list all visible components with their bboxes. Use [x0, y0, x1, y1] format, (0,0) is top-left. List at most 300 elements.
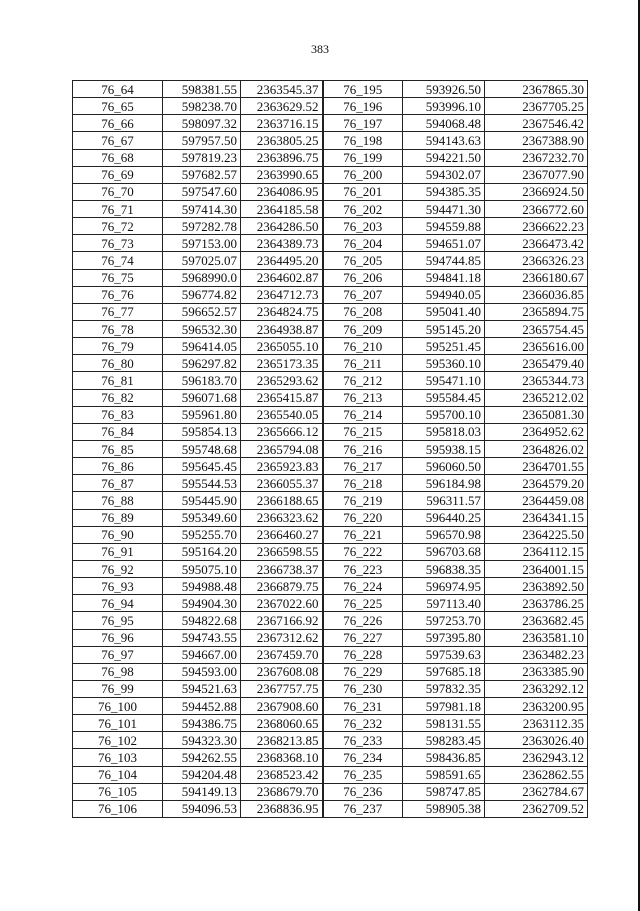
point-id-left: 76_91: [73, 543, 163, 560]
y-coord-left: 2367608.08: [241, 663, 323, 680]
y-coord-left: 2364824.75: [241, 303, 323, 320]
point-id-right: 76_199: [323, 149, 403, 166]
y-coord-left: 2363896.75: [241, 149, 323, 166]
x-coord-right: 597981.18: [403, 698, 485, 715]
point-id-left: 76_68: [73, 149, 163, 166]
point-id-left: 76_78: [73, 320, 163, 337]
table-row: [73, 183, 588, 200]
x-coord-right: 595818.03: [403, 423, 485, 440]
table-row: [73, 423, 588, 440]
point-id-right: 76_195: [323, 81, 403, 98]
y-coord-left: 2365540.05: [241, 406, 323, 423]
y-coord-left: 2365666.12: [241, 423, 323, 440]
x-coord-left: 597282.78: [163, 218, 241, 235]
table-row: [73, 543, 588, 560]
point-id-right: 76_234: [323, 749, 403, 766]
table-body: [73, 81, 588, 818]
point-id-left: 76_80: [73, 355, 163, 372]
x-coord-right: 597253.70: [403, 612, 485, 629]
y-coord-left: 2365293.62: [241, 372, 323, 389]
point-id-right: 76_219: [323, 492, 403, 509]
point-id-right: 76_229: [323, 663, 403, 680]
y-coord-right: 2363385.90: [485, 663, 588, 680]
point-id-right: 76_209: [323, 320, 403, 337]
x-coord-right: 594651.07: [403, 235, 485, 252]
x-coord-right: 594221.50: [403, 149, 485, 166]
point-id-right: 76_227: [323, 629, 403, 646]
table-row: [73, 560, 588, 577]
x-coord-right: 596184.98: [403, 475, 485, 492]
y-coord-right: 2367865.30: [485, 81, 588, 98]
x-coord-left: 595544.53: [163, 475, 241, 492]
x-coord-right: 596974.95: [403, 578, 485, 595]
point-id-right: 76_206: [323, 269, 403, 286]
y-coord-left: 2366188.65: [241, 492, 323, 509]
point-id-right: 76_226: [323, 612, 403, 629]
point-id-right: 76_198: [323, 132, 403, 149]
table-row: [73, 509, 588, 526]
y-coord-left: 2364712.73: [241, 286, 323, 303]
table-row: [73, 680, 588, 697]
x-coord-right: 595471.10: [403, 372, 485, 389]
table-row: [73, 629, 588, 646]
y-coord-right: 2363112.35: [485, 715, 588, 732]
x-coord-right: 593926.50: [403, 81, 485, 98]
point-id-left: 76_94: [73, 595, 163, 612]
table-row: [73, 98, 588, 115]
point-id-right: 76_236: [323, 783, 403, 800]
x-coord-right: 595700.10: [403, 406, 485, 423]
table-row: [73, 526, 588, 543]
x-coord-right: 595584.45: [403, 389, 485, 406]
y-coord-left: 2367022.60: [241, 595, 323, 612]
x-coord-right: 593996.10: [403, 98, 485, 115]
point-id-left: 76_95: [73, 612, 163, 629]
point-id-left: 76_89: [73, 509, 163, 526]
table-row: [73, 389, 588, 406]
point-id-right: 76_204: [323, 235, 403, 252]
table-row: [73, 355, 588, 372]
y-coord-left: 2368368.10: [241, 749, 323, 766]
y-coord-right: 2367546.42: [485, 115, 588, 132]
y-coord-right: 2363026.40: [485, 732, 588, 749]
x-coord-right: 594471.30: [403, 200, 485, 217]
y-coord-right: 2363482.23: [485, 646, 588, 663]
y-coord-right: 2366622.23: [485, 218, 588, 235]
y-coord-right: 2366180.67: [485, 269, 588, 286]
point-id-left: 76_90: [73, 526, 163, 543]
table-row: [73, 132, 588, 149]
x-coord-right: 594143.63: [403, 132, 485, 149]
y-coord-right: 2365894.75: [485, 303, 588, 320]
x-coord-left: 594988.48: [163, 578, 241, 595]
y-coord-left: 2366879.75: [241, 578, 323, 595]
x-coord-left: 594667.00: [163, 646, 241, 663]
table-row: [73, 749, 588, 766]
point-id-right: 76_232: [323, 715, 403, 732]
point-id-left: 76_66: [73, 115, 163, 132]
x-coord-left: 596652.57: [163, 303, 241, 320]
y-coord-right: 2365616.00: [485, 338, 588, 355]
table-row: [73, 715, 588, 732]
table-row: [73, 252, 588, 269]
y-coord-left: 2364389.73: [241, 235, 323, 252]
x-coord-right: 594302.07: [403, 166, 485, 183]
x-coord-right: 595938.15: [403, 440, 485, 457]
y-coord-left: 2363805.25: [241, 132, 323, 149]
x-coord-left: 596183.70: [163, 372, 241, 389]
point-id-left: 76_87: [73, 475, 163, 492]
x-coord-right: 594940.05: [403, 286, 485, 303]
x-coord-left: 596532.30: [163, 320, 241, 337]
point-id-right: 76_216: [323, 440, 403, 457]
x-coord-left: 594386.75: [163, 715, 241, 732]
point-id-left: 76_93: [73, 578, 163, 595]
x-coord-right: 598436.85: [403, 749, 485, 766]
table-row: [73, 303, 588, 320]
y-coord-right: 2364341.15: [485, 509, 588, 526]
y-coord-right: 2362862.55: [485, 766, 588, 783]
y-coord-left: 2365794.08: [241, 440, 323, 457]
point-id-right: 76_224: [323, 578, 403, 595]
x-coord-right: 597832.35: [403, 680, 485, 697]
point-id-right: 76_197: [323, 115, 403, 132]
point-id-right: 76_237: [323, 800, 403, 817]
point-id-right: 76_225: [323, 595, 403, 612]
point-id-left: 76_82: [73, 389, 163, 406]
y-coord-right: 2364826.02: [485, 440, 588, 457]
point-id-left: 76_106: [73, 800, 163, 817]
x-coord-left: 595349.60: [163, 509, 241, 526]
y-coord-right: 2365479.40: [485, 355, 588, 372]
x-coord-left: 595255.70: [163, 526, 241, 543]
y-coord-right: 2364112.15: [485, 543, 588, 560]
x-coord-left: 597414.30: [163, 200, 241, 217]
y-coord-left: 2364286.50: [241, 218, 323, 235]
point-id-right: 76_215: [323, 423, 403, 440]
point-id-left: 76_77: [73, 303, 163, 320]
table-row: [73, 218, 588, 235]
point-id-right: 76_203: [323, 218, 403, 235]
point-id-left: 76_75: [73, 269, 163, 286]
point-id-right: 76_211: [323, 355, 403, 372]
y-coord-left: 2365923.83: [241, 458, 323, 475]
x-coord-left: 597819.23: [163, 149, 241, 166]
y-coord-right: 2362943.12: [485, 749, 588, 766]
point-id-right: 76_228: [323, 646, 403, 663]
table-row: [73, 406, 588, 423]
point-id-left: 76_65: [73, 98, 163, 115]
x-coord-right: 596311.57: [403, 492, 485, 509]
point-id-right: 76_233: [323, 732, 403, 749]
point-id-left: 76_103: [73, 749, 163, 766]
y-coord-left: 2368060.65: [241, 715, 323, 732]
x-coord-left: 597682.57: [163, 166, 241, 183]
table-row: [73, 81, 588, 98]
y-coord-left: 2366460.27: [241, 526, 323, 543]
point-id-left: 76_96: [73, 629, 163, 646]
y-coord-right: 2364579.20: [485, 475, 588, 492]
table-row: [73, 663, 588, 680]
point-id-left: 76_71: [73, 200, 163, 217]
x-coord-left: 598238.70: [163, 98, 241, 115]
y-coord-right: 2366772.60: [485, 200, 588, 217]
table-row: [73, 612, 588, 629]
x-coord-right: 598747.85: [403, 783, 485, 800]
point-id-right: 76_210: [323, 338, 403, 355]
point-id-right: 76_221: [323, 526, 403, 543]
x-coord-left: 594452.88: [163, 698, 241, 715]
y-coord-left: 2368679.70: [241, 783, 323, 800]
x-coord-right: 594068.48: [403, 115, 485, 132]
y-coord-right: 2366036.85: [485, 286, 588, 303]
x-coord-left: 596297.82: [163, 355, 241, 372]
y-coord-right: 2364225.50: [485, 526, 588, 543]
point-id-left: 76_76: [73, 286, 163, 303]
x-coord-right: 596060.50: [403, 458, 485, 475]
point-id-right: 76_220: [323, 509, 403, 526]
point-id-right: 76_207: [323, 286, 403, 303]
y-coord-right: 2367232.70: [485, 149, 588, 166]
point-id-right: 76_235: [323, 766, 403, 783]
point-id-left: 76_99: [73, 680, 163, 697]
table-row: [73, 698, 588, 715]
y-coord-right: 2363292.12: [485, 680, 588, 697]
table-row: [73, 440, 588, 457]
point-id-left: 76_69: [73, 166, 163, 183]
y-coord-left: 2364086.95: [241, 183, 323, 200]
y-coord-right: 2363892.50: [485, 578, 588, 595]
y-coord-left: 2364495.20: [241, 252, 323, 269]
x-coord-right: 594744.85: [403, 252, 485, 269]
point-id-right: 76_218: [323, 475, 403, 492]
y-coord-right: 2363200.95: [485, 698, 588, 715]
point-id-right: 76_212: [323, 372, 403, 389]
table-row: [73, 320, 588, 337]
x-coord-right: 598283.45: [403, 732, 485, 749]
x-coord-left: 595748.68: [163, 440, 241, 457]
table-row: [73, 286, 588, 303]
y-coord-right: 2366326.23: [485, 252, 588, 269]
table-row: [73, 372, 588, 389]
coordinates-table: [72, 80, 588, 818]
y-coord-right: 2364952.62: [485, 423, 588, 440]
y-coord-right: 2363682.45: [485, 612, 588, 629]
x-coord-right: 595041.40: [403, 303, 485, 320]
x-coord-right: 594559.88: [403, 218, 485, 235]
y-coord-right: 2366924.50: [485, 183, 588, 200]
point-id-right: 76_230: [323, 680, 403, 697]
table-row: [73, 800, 588, 817]
point-id-left: 76_105: [73, 783, 163, 800]
y-coord-left: 2367312.62: [241, 629, 323, 646]
y-coord-left: 2364938.87: [241, 320, 323, 337]
point-id-left: 76_84: [73, 423, 163, 440]
table-row: [73, 766, 588, 783]
point-id-left: 76_97: [73, 646, 163, 663]
point-id-left: 76_92: [73, 560, 163, 577]
x-coord-right: 596838.35: [403, 560, 485, 577]
y-coord-right: 2365344.73: [485, 372, 588, 389]
y-coord-left: 2366738.37: [241, 560, 323, 577]
x-coord-left: 595075.10: [163, 560, 241, 577]
point-id-left: 76_67: [73, 132, 163, 149]
x-coord-right: 597685.18: [403, 663, 485, 680]
point-id-left: 76_74: [73, 252, 163, 269]
x-coord-left: 595854.13: [163, 423, 241, 440]
point-id-right: 76_208: [323, 303, 403, 320]
point-id-left: 76_72: [73, 218, 163, 235]
y-coord-left: 2367757.75: [241, 680, 323, 697]
y-coord-left: 2368213.85: [241, 732, 323, 749]
x-coord-left: 596414.05: [163, 338, 241, 355]
x-coord-left: 598097.32: [163, 115, 241, 132]
y-coord-left: 2365173.35: [241, 355, 323, 372]
x-coord-left: 595445.90: [163, 492, 241, 509]
y-coord-right: 2367077.90: [485, 166, 588, 183]
point-id-left: 76_98: [73, 663, 163, 680]
table-row: [73, 235, 588, 252]
x-coord-left: 597153.00: [163, 235, 241, 252]
point-id-right: 76_217: [323, 458, 403, 475]
x-coord-left: 594323.30: [163, 732, 241, 749]
x-coord-right: 597113.40: [403, 595, 485, 612]
point-id-right: 76_201: [323, 183, 403, 200]
x-coord-right: 595145.20: [403, 320, 485, 337]
point-id-left: 76_83: [73, 406, 163, 423]
y-coord-left: 2367908.60: [241, 698, 323, 715]
point-id-left: 76_104: [73, 766, 163, 783]
x-coord-left: 594262.55: [163, 749, 241, 766]
table-row: [73, 149, 588, 166]
y-coord-right: 2363786.25: [485, 595, 588, 612]
y-coord-left: 2366598.55: [241, 543, 323, 560]
x-coord-right: 597539.63: [403, 646, 485, 663]
x-coord-left: 594096.53: [163, 800, 241, 817]
table-row: [73, 166, 588, 183]
x-coord-left: 594204.48: [163, 766, 241, 783]
point-id-left: 76_70: [73, 183, 163, 200]
y-coord-right: 2363581.10: [485, 629, 588, 646]
point-id-right: 76_205: [323, 252, 403, 269]
y-coord-left: 2363990.65: [241, 166, 323, 183]
y-coord-right: 2367705.25: [485, 98, 588, 115]
y-coord-left: 2364185.58: [241, 200, 323, 217]
table-row: [73, 269, 588, 286]
y-coord-left: 2363716.15: [241, 115, 323, 132]
y-coord-left: 2366055.37: [241, 475, 323, 492]
x-coord-right: 598905.38: [403, 800, 485, 817]
table-row: [73, 783, 588, 800]
point-id-left: 76_88: [73, 492, 163, 509]
table-row: [73, 595, 588, 612]
x-coord-left: 595645.45: [163, 458, 241, 475]
x-coord-right: 594385.35: [403, 183, 485, 200]
x-coord-left: 594149.13: [163, 783, 241, 800]
x-coord-left: 597025.07: [163, 252, 241, 269]
page-number: 383: [311, 42, 329, 56]
x-coord-left: 597957.50: [163, 132, 241, 149]
point-id-right: 76_202: [323, 200, 403, 217]
table-row: [73, 492, 588, 509]
point-id-left: 76_64: [73, 81, 163, 98]
x-coord-left: 595164.20: [163, 543, 241, 560]
point-id-left: 76_101: [73, 715, 163, 732]
y-coord-right: 2362784.67: [485, 783, 588, 800]
y-coord-right: 2364001.15: [485, 560, 588, 577]
point-id-right: 76_196: [323, 98, 403, 115]
y-coord-left: 2366323.62: [241, 509, 323, 526]
x-coord-left: 594743.55: [163, 629, 241, 646]
x-coord-right: 595360.10: [403, 355, 485, 372]
x-coord-left: 594593.00: [163, 663, 241, 680]
y-coord-right: 2364701.55: [485, 458, 588, 475]
point-id-left: 76_85: [73, 440, 163, 457]
x-coord-left: 595961.80: [163, 406, 241, 423]
y-coord-left: 2365415.87: [241, 389, 323, 406]
y-coord-left: 2368836.95: [241, 800, 323, 817]
point-id-left: 76_73: [73, 235, 163, 252]
y-coord-right: 2365081.30: [485, 406, 588, 423]
point-id-left: 76_86: [73, 458, 163, 475]
y-coord-right: 2362709.52: [485, 800, 588, 817]
table-row: [73, 115, 588, 132]
point-id-right: 76_222: [323, 543, 403, 560]
table-row: [73, 338, 588, 355]
y-coord-left: 2367166.92: [241, 612, 323, 629]
x-coord-left: 596071.68: [163, 389, 241, 406]
x-coord-right: 596570.98: [403, 526, 485, 543]
x-coord-left: 597547.60: [163, 183, 241, 200]
table-row: [73, 200, 588, 217]
x-coord-left: 5968990.0: [163, 269, 241, 286]
point-id-right: 76_214: [323, 406, 403, 423]
y-coord-left: 2363545.37: [241, 81, 323, 98]
y-coord-left: 2365055.10: [241, 338, 323, 355]
table-row: [73, 458, 588, 475]
y-coord-left: 2364602.87: [241, 269, 323, 286]
point-id-left: 76_79: [73, 338, 163, 355]
x-coord-right: 596703.68: [403, 543, 485, 560]
x-coord-left: 598381.55: [163, 81, 241, 98]
point-id-right: 76_213: [323, 389, 403, 406]
x-coord-left: 596774.82: [163, 286, 241, 303]
x-coord-left: 594521.63: [163, 680, 241, 697]
point-id-left: 76_102: [73, 732, 163, 749]
x-coord-right: 595251.45: [403, 338, 485, 355]
y-coord-left: 2368523.42: [241, 766, 323, 783]
x-coord-left: 594822.68: [163, 612, 241, 629]
table-row: [73, 475, 588, 492]
x-coord-left: 594904.30: [163, 595, 241, 612]
point-id-left: 76_81: [73, 372, 163, 389]
y-coord-right: 2365212.02: [485, 389, 588, 406]
table-row: [73, 732, 588, 749]
y-coord-left: 2367459.70: [241, 646, 323, 663]
x-coord-right: 594841.18: [403, 269, 485, 286]
x-coord-right: 597395.80: [403, 629, 485, 646]
table-row: [73, 646, 588, 663]
y-coord-right: 2366473.42: [485, 235, 588, 252]
y-coord-left: 2363629.52: [241, 98, 323, 115]
x-coord-right: 596440.25: [403, 509, 485, 526]
point-id-left: 76_100: [73, 698, 163, 715]
x-coord-right: 598591.65: [403, 766, 485, 783]
y-coord-right: 2365754.45: [485, 320, 588, 337]
table-row: [73, 578, 588, 595]
x-coord-right: 598131.55: [403, 715, 485, 732]
point-id-right: 76_200: [323, 166, 403, 183]
